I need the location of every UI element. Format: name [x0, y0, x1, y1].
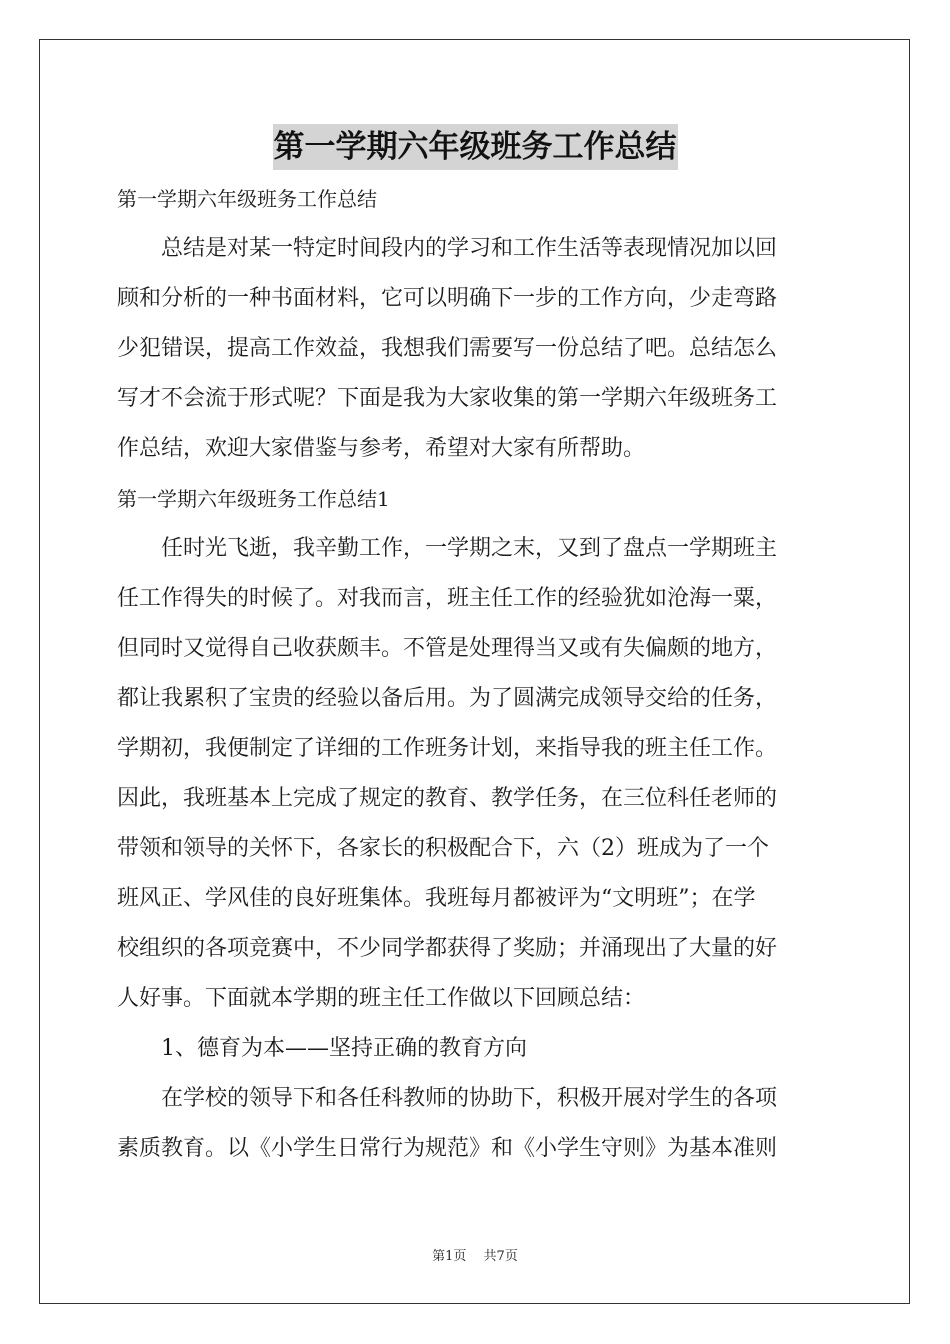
body-line: 班风正、学风佳的良好班集体。我班每月都被评为“文明班”；在学 [117, 886, 756, 911]
page-border [39, 39, 910, 1304]
body-line: 校组织的各项竞赛中，不少同学都获得了奖励；并涌现出了大量的好 [117, 936, 778, 961]
page-footer: 第1页 共7页 [432, 1249, 518, 1264]
section-heading: 第一学期六年级班务工作总结1 [117, 487, 390, 511]
intro-line: 写才不会流于形式呢？下面是我为大家收集的第一学期六年级班务工 [117, 386, 778, 411]
body-line: 都让我累积了宝贵的经验以备后用。为了圆满完成领导交给的任务， [117, 686, 778, 711]
document-subtitle: 第一学期六年级班务工作总结 [117, 187, 377, 211]
body-line: 因此，我班基本上完成了规定的教育、教学任务，在三位科任老师的 [117, 786, 778, 811]
body-line: 学期初，我便制定了详细的工作班务计划，来指导我的班主任工作。 [117, 736, 778, 761]
point-line: 素质教育。以《小学生日常行为规范》和《小学生守则》为基本准则 [117, 1136, 778, 1161]
point-heading: 1、德育为本——坚持正确的教育方向 [117, 1036, 527, 1061]
title-container [0, 124, 950, 170]
point-line: 在学校的领导下和各任科教师的协助下，积极开展对学生的各项 [117, 1086, 778, 1111]
intro-line: 顾和分析的一种书面材料，它可以明确下一步的工作方向，少走弯路 [117, 286, 778, 311]
intro-line: 少犯错误，提高工作效益，我想我们需要写一份总结了吧。总结怎么 [117, 336, 778, 361]
intro-line: 作总结，欢迎大家借鉴与参考，希望对大家有所帮助。 [117, 436, 646, 461]
body-line: 但同时又觉得自己收获颇丰。不管是处理得当又或有失偏颇的地方， [117, 636, 778, 661]
body-line: 人好事。下面就本学期的班主任工作做以下回顾总结： [117, 986, 646, 1011]
body-line: 带领和领导的关怀下，各家长的积极配合下，六（2）班成为了一个 [117, 836, 769, 861]
body-line: 任工作得失的时候了。对我而言，班主任工作的经验犹如沧海一粟， [117, 586, 778, 611]
body-line: 任时光飞逝，我辛勤工作，一学期之末，又到了盘点一学期班主 [117, 536, 778, 561]
document-title: 第一学期六年级班务工作总结 [273, 124, 678, 170]
intro-line: 总结是对某一特定时间段内的学习和工作生活等表现情况加以回 [117, 236, 778, 261]
